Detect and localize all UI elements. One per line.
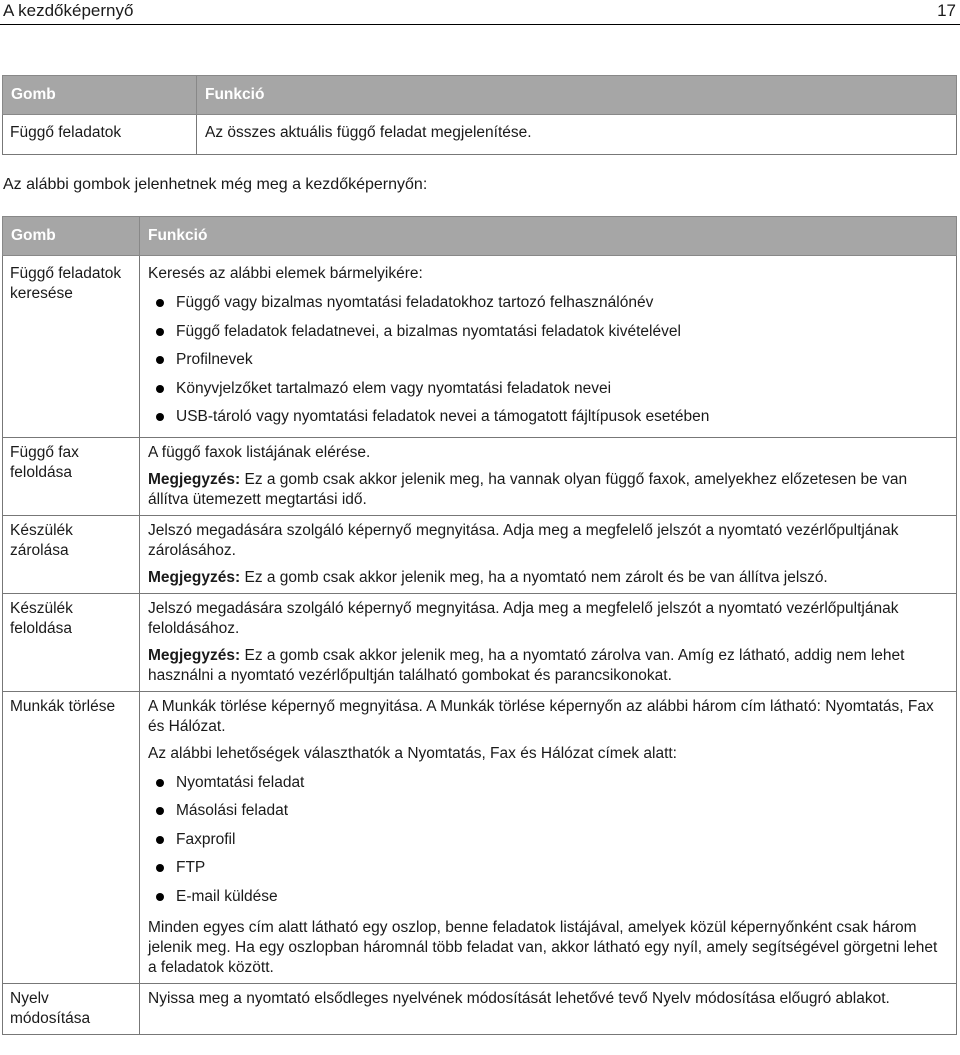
function-text: A Munkák törlése képernyő megnyitása. A Munkák törlése képernyőn az alábbi három cím látható: Nyomtatás, Fax és Hálózat. [148, 697, 934, 735]
function-cell: Az összes aktuális függő feladat megjelenítése. [197, 115, 957, 155]
column-header-button: Gomb [3, 76, 197, 115]
list-item: Függő feladatok feladatnevei, a bizalmas nyomtatási feladatok kivételével [148, 318, 948, 347]
table-row [3, 691, 957, 984]
function-cell [140, 437, 957, 515]
note-paragraph [148, 470, 948, 510]
table-row [3, 593, 957, 691]
page-header [0, 0, 960, 25]
list-item: USB-tároló vagy nyomtatási feladatok nevei a támogatott fájltípusok esetében [148, 403, 948, 432]
list-item: FTP [148, 854, 948, 883]
note-paragraph [148, 568, 948, 588]
note-label: Megjegyzés: [148, 568, 241, 586]
table-header-row [3, 76, 957, 115]
note-text: Ez a gomb csak akkor jelenik meg, ha vannak olyan függő faxok, amelyekhez előzetesen be van állítva ütemezett megtartási idő. [148, 470, 908, 508]
table-row [3, 515, 957, 593]
function-text: Minden egyes cím alatt látható egy oszlop, benne feladatok listájával, amelyek közül képernyőnként csak három jelenik meg. Ha egy oszlopban háromnál több feladat van, akkor látható egy nyíl, amely segítségével görgetni lehet a feladatok között. [148, 919, 938, 976]
function-text: Jelszó megadására szolgáló képernyő megnyitása. Adja meg a megfelelő jelszót a nyomtató vezérlőpultjának zárolásához. [148, 521, 899, 559]
bullet-list [148, 769, 948, 912]
table-row [3, 115, 957, 155]
table-row [3, 437, 957, 515]
list-item: Faxprofil [148, 826, 948, 855]
button-name-cell: Munkák törlése [3, 691, 140, 984]
buttons-table-1 [2, 75, 957, 155]
function-text: Keresés az alábbi elemek bármelyikére: [148, 265, 423, 282]
intro-text: Az alábbi gombok jelenhetnek még meg a kezdőképernyőn: [3, 176, 428, 193]
button-name-cell: Készülék feloldása [3, 593, 140, 691]
page-title: A kezdőképernyő [3, 1, 134, 20]
page-number: 17 [937, 1, 956, 20]
list-item: Függő vagy bizalmas nyomtatási feladatokhoz tartozó felhasználónév [148, 289, 948, 318]
button-name-cell: Függő feladatok keresése [3, 256, 140, 438]
button-name-cell: Nyelv módosítása [3, 984, 140, 1035]
column-header-button: Gomb [3, 217, 140, 256]
note-label: Megjegyzés: [148, 470, 241, 488]
note-label: Megjegyzés: [148, 646, 241, 664]
function-cell [140, 256, 957, 438]
table-row [3, 256, 957, 438]
function-cell: Nyissa meg a nyomtató elsődleges nyelvének módosítását lehetővé tevő Nyelv módosítása előugró ablakot. [140, 984, 957, 1035]
function-cell [140, 691, 957, 984]
button-name-cell: Készülék zárolása [3, 515, 140, 593]
function-cell [140, 515, 957, 593]
list-item: Másolási feladat [148, 797, 948, 826]
buttons-table-2 [2, 216, 957, 1035]
function-text: A függő faxok listájának elérése. [148, 443, 371, 461]
column-header-function: Funkció [140, 217, 957, 256]
button-name-cell: Függő fax feloldása [3, 437, 140, 515]
function-text: Jelszó megadására szolgáló képernyő megnyitása. Adja meg a megfelelő jelszót a nyomtató vezérlőpultjának feloldásához. [148, 599, 899, 637]
button-name-cell: Függő feladatok [3, 115, 197, 155]
note-text: Ez a gomb csak akkor jelenik meg, ha a nyomtató zárolva van. Amíg ez látható, addig nem lehet használni a nyomtató vezérlőpultján található gombokat és parancsikonokat. [148, 646, 905, 684]
function-cell [140, 593, 957, 691]
function-text: Az alábbi lehetőségek választhatók a Nyomtatás, Fax és Hálózat címek alatt: [148, 744, 677, 762]
note-text: Ez a gomb csak akkor jelenik meg, ha a nyomtató nem zárolt és be van állítva jelszó. [244, 568, 828, 586]
note-paragraph [148, 646, 948, 686]
table-row [3, 984, 957, 1035]
column-header-function: Funkció [197, 76, 957, 115]
list-item: E-mail küldése [148, 883, 948, 912]
bullet-list [148, 289, 948, 432]
table-header-row [3, 217, 957, 256]
list-item: Könyvjelzőket tartalmazó elem vagy nyomtatási feladatok nevei [148, 375, 948, 404]
list-item: Nyomtatási feladat [148, 769, 948, 798]
list-item: Profilnevek [148, 346, 948, 375]
